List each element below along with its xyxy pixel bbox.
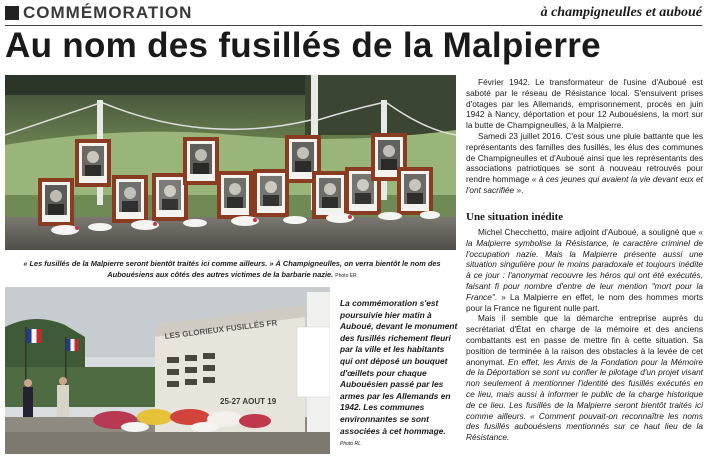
paragraph-4: [466, 313, 703, 443]
rubric-title: COMMÉMORATION: [23, 3, 193, 22]
paragraph-2-text: Samedi 23 juillet 2016. C'est sous une pluie battante que les représentants des familles des fusillés, les élus des communes de Champigneulles et d'Auboué ainsi que les représentants des associations patriotiques se sont à nouveau retrouvés pour rendre hommage: [466, 130, 703, 185]
page-header: [5, 4, 702, 24]
photo2-caption-text: La commémoration s'est poursuivie hier matin à Auboué, devant le monument des fusillés richement fleuri par la ville et les habitants qui ont déposé un bouquet d'œillets pour chaque Aubouésien passé par les armes par les Allemands en 1942. Les communes environnantes se sont associées à cet hommage.: [340, 298, 458, 436]
paragraph-3-quote: la Malpierre symbolise la Résistance, le caractère criminel de l'occupation nazie. Mais la Malpierre présente aussi une situation singulière pour le moins paradoxale et toujours inédite à ce jour : l'anonymat recouvre les héros qui ont été exécutés, faisant fi pour nombre d'entre de leur mention "mort pour la France": [466, 237, 703, 302]
photo-auboue-monument: [5, 287, 330, 454]
paragraph-2-quote: « à ces jeunes qui avaient la vie devant eux et l'ont sacrifiée »: [466, 174, 703, 195]
photo1-caption-text: « Les fusillés de la Malpierre seront bientôt traités ici comme ailleurs. » À Champigneulles, on verra bientôt le nom des Aubouésiens aux côtés des autres victimes de la barbarie nazie.: [23, 259, 441, 279]
rubric-marker: [5, 6, 19, 20]
photo1-credit: Photo ER: [335, 273, 357, 279]
paragraph-3-end: . » La Malpierre en effet, le nom des hommes morts pour la France ne figurent nulle part.: [466, 291, 703, 313]
paragraph-4-quote: En effet, les Amis de la Fondation pour la Mémoire de la Déportation se sont vu confier le pilotage d'un projet visant non seulement à mentionner l'identité des fusillés exécutés en ce lieu, mais aussi à informer le public de la charge historique de ce lieu. Les fusillés de la Malpierre seront bientôt traités ici comme ailleurs. « Comment pouvait-on reconnaître les noms des fusillés aubouésiens mentionnés sur ce haut lieu de la Résistance.: [466, 356, 703, 443]
photo2-credit: Photo RL: [340, 441, 361, 448]
article-subhead: Une situation inédite: [466, 211, 564, 223]
paragraph-3-text: Michel Checchetto, maire adjoint d'Auboué, a souligné que «: [478, 227, 703, 237]
monument-inscription: LES GLORIEUX FUSILLÉS FR: [164, 318, 278, 341]
photo2-caption: [340, 298, 458, 451]
photo1-caption: [18, 258, 446, 282]
article-intro: [466, 77, 703, 196]
paragraph-2: [466, 131, 703, 196]
plaque-date: 25-27 AOUT 19: [220, 397, 277, 406]
paragraph-1: Février 1942. Le transformateur de l'usine d'Auboué est saboté par le réseau de Résistance local. S'ensuivent prises d'otages par les Allemands, emprisonnement, procès en juin 1942 à Nancy, déportation et pour 12 Aubouésiens, la mort sur la butte de Champigneulles, à la Malpierre.: [466, 77, 703, 131]
location-label: à champigneulles et auboué: [540, 5, 702, 20]
photo-memorial-portraits: [5, 75, 456, 250]
article-headline: Au nom des fusillés de la Malpierre: [5, 26, 601, 65]
paragraph-4-text: Mais il semble que la démarche entreprise auprès du secrétariat d'État en charge de la mémoire et des anciens combattants est en passe de mettre fin à cette situation. Sa position de terminée à la raison des obstacles à la levée de cet anonymat.: [466, 313, 703, 367]
article-body: [466, 227, 703, 443]
paragraph-3: [466, 227, 703, 313]
paragraph-2-end: .: [521, 184, 524, 195]
